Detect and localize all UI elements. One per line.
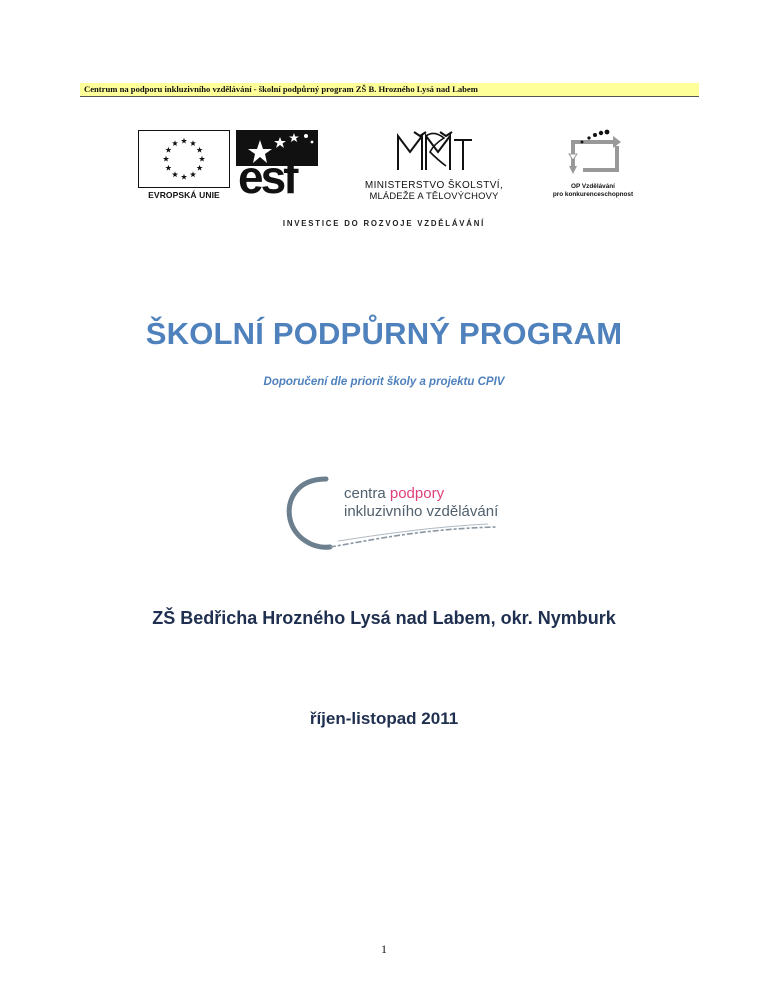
eu-star-icon xyxy=(181,138,187,144)
eu-star-icon xyxy=(197,165,203,171)
msmt-caption xyxy=(354,181,514,201)
cpiv-wordmark xyxy=(344,485,498,521)
op-caption-line-2: pro konkurenceschopnost xyxy=(552,191,634,198)
eu-caption: EVROPSKÁ UNIE xyxy=(148,190,220,200)
running-header: Centrum na podporu inkluzivního vzdělávání - školní podpůrný program ZŠ B. Hrozného Lysá nad Labem xyxy=(80,83,699,97)
eu-flag-icon xyxy=(138,130,230,188)
school-name: ZŠ Bedřicha Hrozného Lysá nad Labem, okr. Nymburk xyxy=(152,608,616,628)
investice-slogan: INVESTICE DO ROZVOJE VZDĚLÁVÁNÍ xyxy=(282,219,486,228)
eu-star-icon xyxy=(197,147,203,153)
document-subtitle: Doporučení dle priorit školy a projektu CPIV xyxy=(263,376,505,388)
cpiv-word-podpory: podpory xyxy=(389,485,445,502)
op-caption-line-1: OP Vzdělávání xyxy=(571,183,615,190)
document-title: ŠKOLNÍ PODPŮRNÝ PROGRAM xyxy=(145,316,623,351)
eu-star-icon xyxy=(165,147,171,153)
msmt-caption-line-1: MINISTERSTVO ŠKOLSTVÍ, xyxy=(364,180,504,191)
eu-star-icon xyxy=(190,171,196,177)
eu-star-icon xyxy=(190,140,196,146)
cpiv-line-2: inkluzivního vzdělávání xyxy=(344,503,499,520)
op-logo xyxy=(543,128,643,202)
cpiv-word-centra: centra xyxy=(344,485,390,502)
eu-star-icon xyxy=(172,140,178,146)
logo-strip xyxy=(0,128,768,203)
op-emblem-icon xyxy=(543,128,643,178)
eu-star-icon xyxy=(165,165,171,171)
op-caption xyxy=(543,183,643,199)
eu-logo xyxy=(138,130,230,200)
esf-logo xyxy=(236,130,318,203)
eu-star-icon xyxy=(163,156,169,162)
eu-star-icon xyxy=(181,174,187,180)
page-number: 1 xyxy=(381,942,387,956)
eu-star-icon xyxy=(199,156,205,162)
esf-wordmark: esf xyxy=(238,151,296,203)
cpiv-logo xyxy=(278,475,498,555)
msmt-logo xyxy=(354,130,514,200)
msmt-caption-line-2: MLÁDEŽE A TĚLOVÝCHOVY xyxy=(369,190,499,201)
msmt-monogram-icon xyxy=(354,130,514,176)
document-date: říjen-listopad 2011 xyxy=(309,709,459,728)
eu-star-icon xyxy=(172,171,178,177)
